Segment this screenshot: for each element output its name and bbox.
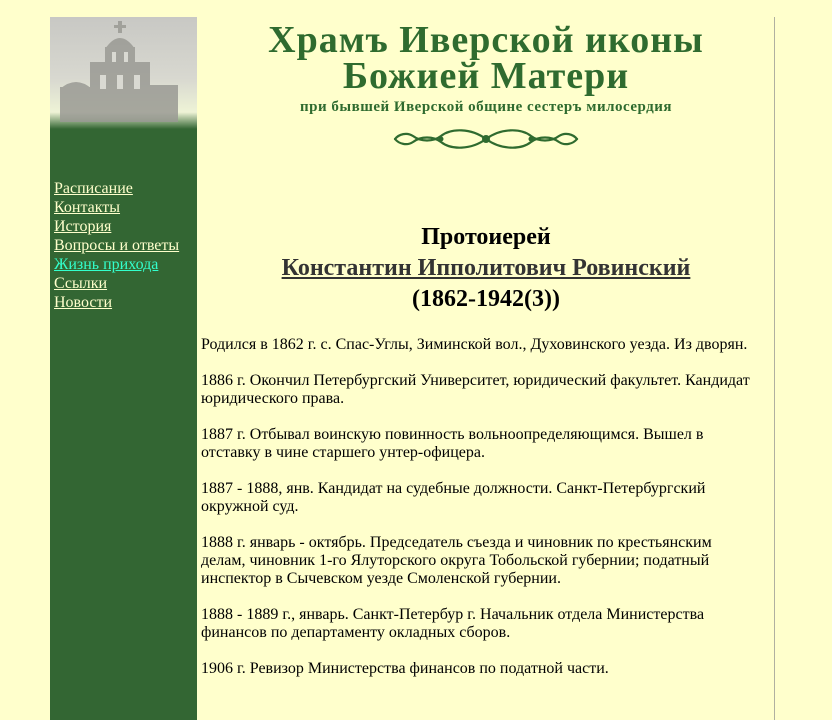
article-name-link[interactable]: Константин Ипполитович Ровинский: [281, 255, 691, 281]
article-rank: Протоиерей: [421, 224, 551, 250]
main-nav: [54, 179, 197, 312]
nav-item-contacts[interactable]: Контакты: [54, 199, 121, 216]
nav-item-parish-life[interactable]: Жизнь прихода: [54, 256, 159, 273]
site-subtitle: при бывшей Иверской общине сестеръ милосердия: [300, 99, 672, 115]
site-title: [200, 19, 772, 97]
ornament-divider: [391, 126, 581, 157]
article-body: [201, 336, 756, 696]
article-paragraph: 1887 г. Отбывал воинскую повинность вольноопределяющимся. Вышел в отставку в чине старшего унтер-офицера.: [201, 426, 704, 461]
article-paragraph: 1887 - 1888, янв. Кандидат на судебные должности. Санкт-Петербургский окружной суд.: [201, 480, 706, 515]
article-paragraph: Родился в 1862 г. с. Спас-Углы, Зиминской вол., Духовинского уезда. Из дворян.: [201, 336, 748, 353]
article-years: (1862-1942(3)): [412, 286, 560, 312]
nav-item-links[interactable]: Ссылки: [54, 275, 108, 292]
site-title-line1: Храмъ Иверской иконы: [268, 19, 704, 61]
nav-item-news[interactable]: Новости: [54, 294, 113, 311]
nav-item-schedule[interactable]: Расписание: [54, 180, 133, 197]
article-paragraph: 1906 г. Ревизор Министерства финансов по податной части.: [201, 660, 609, 677]
right-divider: [774, 17, 775, 720]
article-heading: [200, 222, 772, 315]
church-image: [50, 17, 197, 129]
left-sidebar: [50, 17, 197, 720]
article-paragraph: 1888 - 1889 г., январь. Санкт-Петербур г. Начальник отдела Министерства финансов по департаменту окладных сборов.: [201, 606, 705, 641]
nav-item-faq[interactable]: Вопросы и ответы: [54, 237, 180, 254]
site-title-line2: Божией Матери: [342, 55, 630, 97]
article-paragraph: 1886 г. Окончил Петербургский Университет, юридический факультет. Кандидат юридического права.: [201, 372, 750, 407]
nav-item-history[interactable]: История: [54, 218, 112, 235]
article-paragraph: 1888 г. январь - октябрь. Председатель съезда и чиновник по крестьянским делам, чиновник 1-го Ялуторского округа Тобольской губернии; податный инспектор в Сычевском уезде Смоленской губернии.: [201, 534, 712, 587]
